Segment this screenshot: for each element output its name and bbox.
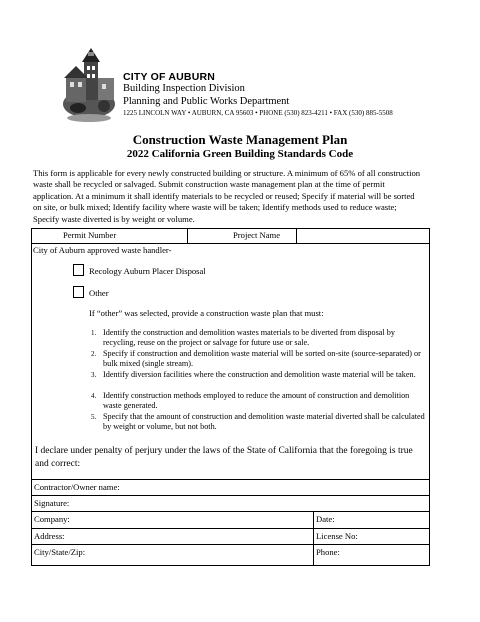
phone-label: Phone: [316,547,340,557]
requirement-text: Identify construction methods employed to reduce the amount of construction and demolition waste generated. [103,391,410,411]
recology-option-label: Recology Auburn Placer Disposal [89,266,206,276]
divider [32,511,429,512]
other-option-label: Other [89,288,109,298]
intro-paragraph: This form is applicable for every newly constructed building or structure. A minimum of 65% of all construction waste shall be recycled or salvaged. Submit construction waste management plan at the time of permit application. At a minimum it shall identify materials to be recycled or reused; Specify if material will be sorted on site, or bulk mixed; Identify facility where waste will be taken; Identify methods used to reduce waste; Specify waste diverted is by weight or volume. [33,168,421,224]
perjury-declaration: I declare under penalty of perjury under the laws of the State of California that the foregoing is true and correct: [35,446,413,469]
form-table [31,228,430,566]
other-checkbox[interactable] [73,286,84,298]
city-name: CITY OF AUBURN [123,71,216,83]
company-label: Company: [34,514,70,524]
license-label: License No: [316,531,358,541]
requirement-item: 2. Specify if construction and demolition waste material will be sorted on-site (source-separated) or bulk mixed (single stream). [91,349,421,369]
divider [32,544,429,545]
divider [187,229,188,243]
department-name: Planning and Public Works Department [123,95,290,107]
recology-checkbox[interactable] [73,264,84,276]
divider [32,479,429,480]
divider [32,495,429,496]
permit-number-label: Permit Number [63,230,117,240]
requirement-item: 4. Identify construction methods employed to reduce the amount of construction and demolition waste generated. [91,391,410,411]
agency-header [123,71,393,117]
date-label: Date: [316,514,335,524]
project-name-label: Project Name [233,230,281,240]
divider [32,528,429,529]
divider [313,511,314,566]
contractor-owner-label: Contractor/Owner name: [34,482,120,492]
requirement-text: Specify if construction and demolition waste material will be sorted on-site (source-separated) or bulk mixed (single stream). [103,349,421,369]
agency-address: 1225 LINCOLN WAY • AUBURN, CA 95603 • PHONE (530) 823-4211 • FAX (530) 885-5508 [123,109,393,117]
requirement-text: Identify the construction and demolition wastes materials to be diverted from disposal by recycling, reuse on the project or salvage for future use or sale. [103,328,395,348]
other-plan-instructions: If “other” was selected, provide a construction waste plan that must: [89,308,324,318]
requirement-item: 5. Specify that the amount of construction and demolition waste material diverted shall be calculated by weight or volume, but not both. [91,412,425,432]
waste-handler-label: City of Auburn approved waste handler- [33,245,172,255]
signature-label: Signature: [34,498,70,508]
document-subtitle: 2022 California Green Building Standards Code [126,148,354,160]
requirement-item: 3. Identify diversion facilities where the construction and demolition waste material will be taken. [91,370,416,379]
divider [296,229,297,243]
requirement-text: Specify that the amount of construction and demolition waste material diverted shall be calculated by weight or volume, but not both. [103,412,425,432]
divider [32,243,429,244]
document-title: Construction Waste Management Plan [132,132,348,147]
address-label: Address: [34,531,65,541]
city-state-zip-label: City/State/Zip: [34,547,86,557]
division-name: Building Inspection Division [123,83,245,94]
city-seal-logo [58,46,120,126]
requirement-text: Identify diversion facilities where the construction and demolition waste material will be taken. [103,370,416,379]
requirement-item: 1. Identify the construction and demolition wastes materials to be diverted from disposal by recycling, reuse on the project or salvage for future use or sale. [91,328,395,348]
